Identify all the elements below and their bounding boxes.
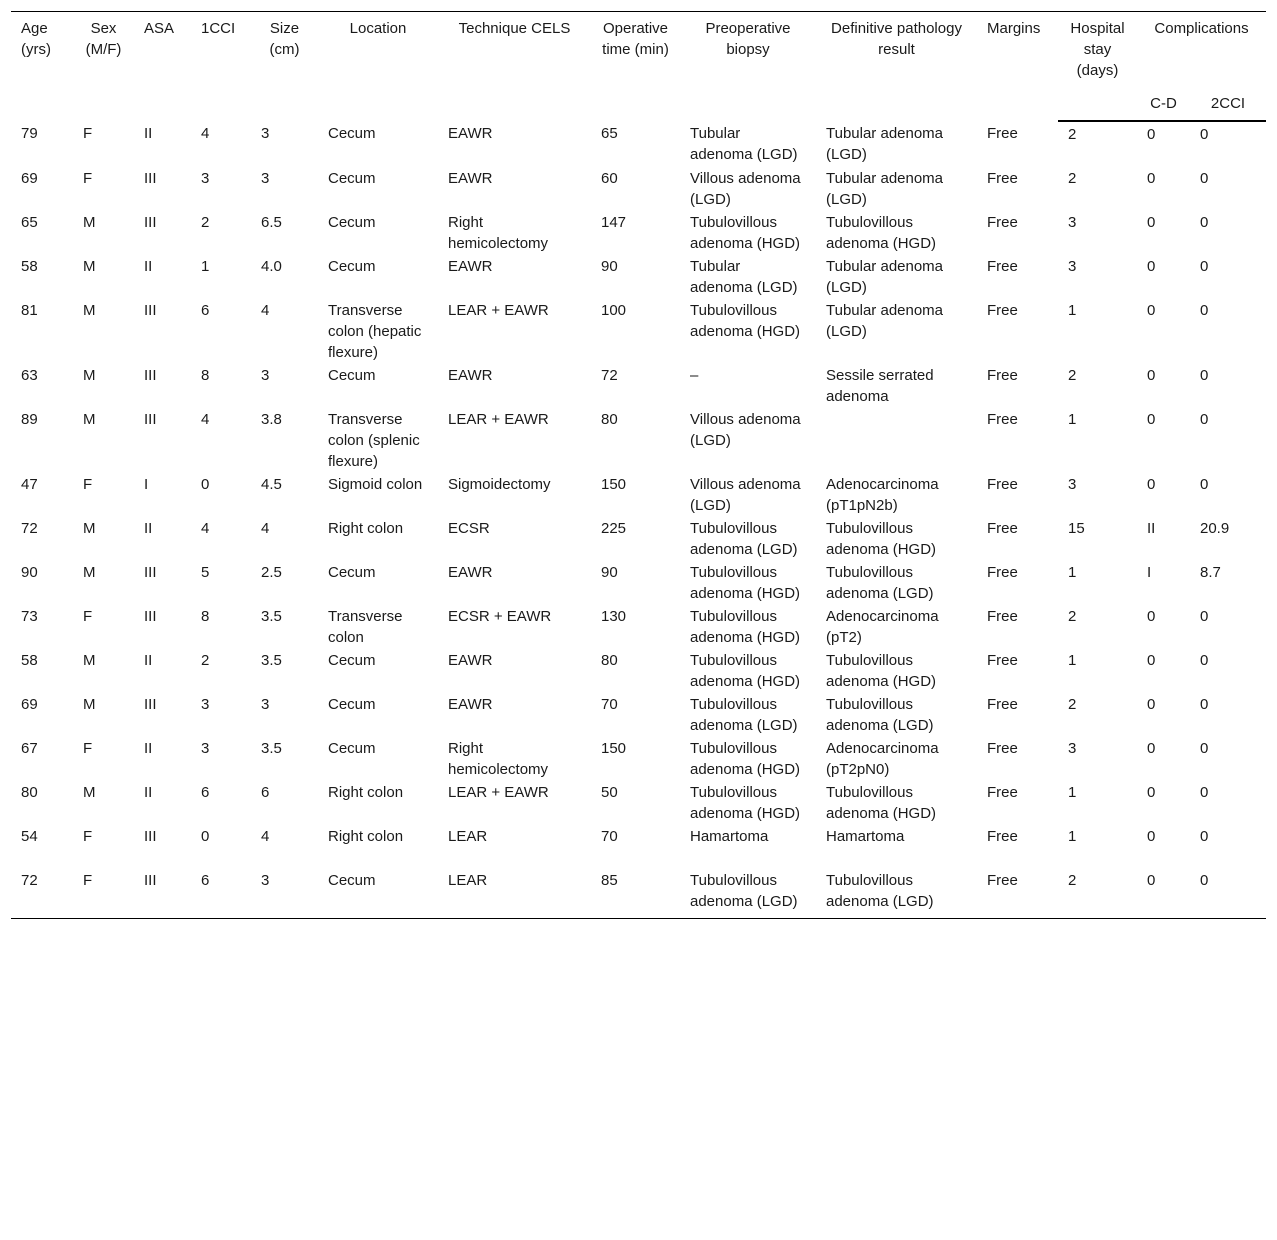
cci2-cell: 0 <box>1200 828 1209 845</box>
cci2-cell: 0 <box>1200 608 1209 625</box>
cd-cell: 0 <box>1147 214 1156 231</box>
sex-cell: M <box>83 784 96 801</box>
preop-biopsy-cell: Tubulovillous adenoma (HGD) <box>690 784 801 822</box>
sex-cell: F <box>83 170 93 187</box>
cci2-cell: 0 <box>1200 652 1209 669</box>
cci-cell: 6 <box>201 302 210 319</box>
size-cell: 3 <box>261 170 270 187</box>
location-cell: Cecum <box>328 170 376 187</box>
cci2-cell: 0 <box>1200 367 1209 384</box>
sex-cell: M <box>83 214 96 231</box>
age-cell: 72 <box>11 869 73 919</box>
cd-cell: 0 <box>1147 828 1156 845</box>
cci-cell: 8 <box>201 608 210 625</box>
cci2-cell: 0 <box>1200 411 1209 428</box>
age-cell: 69 <box>21 170 38 187</box>
header-hospital-stay-spacer <box>1058 89 1137 121</box>
operative-time-cell: 147 <box>601 214 627 231</box>
margins-cell: Free <box>987 214 1018 231</box>
cd-cell: 0 <box>1147 411 1156 428</box>
operative-time-cell: 65 <box>601 125 618 142</box>
asa-cell: III <box>144 214 157 231</box>
header-cci: 1CCI <box>191 12 251 122</box>
hospital-stay-cell: 3 <box>1068 214 1077 231</box>
header-hospital-stay: Hospital stay (days) <box>1058 12 1137 90</box>
sex-cell: M <box>83 652 96 669</box>
table-row <box>11 869 1266 919</box>
technique-cell: Right hemicolectomy <box>448 740 549 778</box>
operative-time-cell: 70 <box>601 828 618 845</box>
header-margins: Margins <box>977 12 1058 122</box>
technique-cell: EAWR <box>448 652 493 669</box>
operative-time-cell: 130 <box>601 608 627 625</box>
hospital-stay-cell: 1 <box>1068 828 1077 845</box>
table-row <box>11 781 1266 825</box>
cd-cell: I <box>1147 564 1152 581</box>
cci-cell: 2 <box>201 652 210 669</box>
cci-cell: 5 <box>201 564 210 581</box>
pathology-cell: Adenocarcinoma (pT1pN2b) <box>826 476 939 514</box>
preop-biopsy-cell: Villous adenoma (LGD) <box>690 170 801 208</box>
margins-cell: Free <box>977 869 1058 919</box>
technique-cell: ECSR + EAWR <box>448 608 552 625</box>
patient-table-container <box>11 11 1266 919</box>
size-cell: 4.5 <box>261 476 282 493</box>
asa-cell: III <box>144 302 157 319</box>
size-cell: 4.0 <box>261 258 282 275</box>
asa-cell: III <box>144 170 157 187</box>
size-cell: 4 <box>261 828 270 845</box>
cci2-cell: 0 <box>1200 696 1209 713</box>
sex-cell: F <box>83 740 93 757</box>
asa-cell: III <box>144 696 157 713</box>
margins-cell: Free <box>987 520 1018 537</box>
pathology-cell: Tubulovillous adenoma (HGD) <box>826 214 937 252</box>
pathology-cell: Adenocarcinoma (pT2pN0) <box>826 740 939 778</box>
asa-cell: II <box>144 520 153 537</box>
location-cell: Right colon <box>328 828 404 845</box>
cci-cell: 6 <box>201 784 210 801</box>
location-cell: Sigmoid colon <box>328 476 423 493</box>
margins-cell: Free <box>987 740 1018 757</box>
pathology-cell <box>816 408 977 473</box>
table-row <box>11 167 1266 211</box>
asa-cell: II <box>144 258 153 275</box>
preop-biopsy-cell: Tubulovillous adenoma (HGD) <box>690 740 801 778</box>
technique-cell: EAWR <box>448 564 493 581</box>
size-cell: 4 <box>261 520 270 537</box>
table-row <box>11 693 1266 737</box>
location-cell: Right colon <box>328 784 404 801</box>
age-cell: 73 <box>21 608 38 625</box>
age-cell: 58 <box>21 258 38 275</box>
pathology-cell: Tubular adenoma (LGD) <box>826 302 944 340</box>
hospital-stay-cell: 2 <box>1058 869 1137 919</box>
technique-cell: EAWR <box>448 367 493 384</box>
size-cell: 3.8 <box>261 411 282 428</box>
header-preop-biopsy: Preoperative biopsy <box>680 12 816 122</box>
header-operative-time: Operative time (min) <box>591 12 680 122</box>
pathology-cell: Tubulovillous adenoma (HGD) <box>826 784 937 822</box>
cci-cell: 0 <box>201 828 210 845</box>
operative-time-cell: 100 <box>601 302 627 319</box>
age-cell: 67 <box>21 740 38 757</box>
operative-time-cell: 90 <box>601 564 618 581</box>
cd-cell: 0 <box>1147 652 1156 669</box>
age-cell: 90 <box>21 564 38 581</box>
table-row <box>11 255 1266 299</box>
pathology-cell: Adenocarcinoma (pT2) <box>826 608 939 646</box>
pathology-cell: Tubulovillous adenoma (HGD) <box>826 520 937 558</box>
header-size: Size (cm) <box>251 12 318 122</box>
margins-cell: Free <box>987 411 1018 428</box>
table-header <box>11 12 1266 122</box>
header-location: Location <box>318 12 438 122</box>
cci2-cell: 0 <box>1200 784 1209 801</box>
technique-cell: LEAR + EAWR <box>448 411 549 428</box>
technique-cell: Sigmoidectomy <box>448 476 551 493</box>
age-cell: 69 <box>21 696 38 713</box>
hospital-stay-cell: 1 <box>1068 411 1077 428</box>
age-cell: 80 <box>21 784 38 801</box>
cci2-cell: 0 <box>1200 170 1209 187</box>
preop-biopsy-cell: Tubulovillous adenoma (HGD) <box>690 608 801 646</box>
location-cell: Cecum <box>328 214 376 231</box>
technique-cell: ECSR <box>448 520 490 537</box>
location-cell: Right colon <box>328 520 404 537</box>
cci-cell: 4 <box>201 520 210 537</box>
size-cell: 3.5 <box>261 652 282 669</box>
operative-time-cell: 150 <box>601 476 627 493</box>
pathology-cell: Tubulovillous adenoma (LGD) <box>826 564 934 602</box>
asa-cell: III <box>144 411 157 428</box>
hospital-stay-cell: 3 <box>1068 258 1077 275</box>
margins-cell: Free <box>987 608 1018 625</box>
pathology-cell: Tubulovillous adenoma (LGD) <box>826 696 934 734</box>
preop-biopsy-cell: Tubulovillous adenoma (LGD) <box>690 696 798 734</box>
patient-outcomes-table <box>11 11 1266 919</box>
table-row <box>11 299 1266 364</box>
header-technique: Technique CELS <box>438 12 591 122</box>
location-cell: Cecum <box>328 367 376 384</box>
cd-cell: 0 <box>1147 696 1156 713</box>
location-cell: Cecum <box>328 125 376 142</box>
operative-time-cell: 70 <box>601 696 618 713</box>
cci2-cell: 0 <box>1200 126 1209 143</box>
size-cell: 2.5 <box>261 564 282 581</box>
cci2-cell: 0 <box>1200 302 1209 319</box>
pathology-cell: Tubular adenoma (LGD) <box>826 170 944 208</box>
hospital-stay-cell: 1 <box>1068 302 1077 319</box>
location-cell: Cecum <box>318 869 438 919</box>
sex-cell: F <box>83 828 93 845</box>
location-cell: Transverse colon (hepatic flexure) <box>328 302 422 361</box>
cci-cell: 3 <box>201 740 210 757</box>
asa-cell: III <box>134 869 191 919</box>
size-cell: 3.5 <box>261 608 282 625</box>
size-cell: 6.5 <box>261 214 282 231</box>
margins-cell: Free <box>987 170 1018 187</box>
table-row <box>11 825 1266 869</box>
table-row <box>11 211 1266 255</box>
cci-cell: 4 <box>201 411 210 428</box>
preop-biopsy-cell: – <box>690 367 699 384</box>
header-pathology: Definitive pathology result <box>816 12 977 122</box>
header-asa: ASA <box>134 12 191 122</box>
age-cell: 89 <box>21 411 38 428</box>
technique-cell: LEAR + EAWR <box>448 784 549 801</box>
location-cell: Cecum <box>328 696 376 713</box>
hospital-stay-cell: 1 <box>1068 784 1077 801</box>
operative-time-cell: 85 <box>591 869 680 919</box>
margins-cell: Free <box>987 476 1018 493</box>
margins-cell: Free <box>987 125 1018 142</box>
cci-cell: 4 <box>201 125 210 142</box>
pathology-cell: Tubulovillous adenoma (LGD) <box>816 869 977 919</box>
cd-cell: 0 <box>1147 258 1156 275</box>
cci-cell: 3 <box>201 170 210 187</box>
asa-cell: II <box>144 740 153 757</box>
hospital-stay-cell: 2 <box>1068 696 1077 713</box>
table-row <box>11 364 1266 408</box>
preop-biopsy-cell: Hamartoma <box>690 828 769 845</box>
operative-time-cell: 225 <box>601 520 627 537</box>
cci-cell: 0 <box>201 476 210 493</box>
size-cell: 3 <box>261 125 270 142</box>
header-complications: Complications <box>1137 12 1266 90</box>
cci2-cell: 0 <box>1200 214 1209 231</box>
age-cell: 72 <box>21 520 38 537</box>
cd-cell: 0 <box>1147 302 1156 319</box>
table-row <box>11 473 1266 517</box>
cd-cell: 0 <box>1147 784 1156 801</box>
sex-cell: M <box>83 564 96 581</box>
operative-time-cell: 50 <box>601 784 618 801</box>
margins-cell: Free <box>987 696 1018 713</box>
margins-cell: Free <box>987 258 1018 275</box>
asa-cell: II <box>144 125 153 142</box>
age-cell: 54 <box>21 828 38 845</box>
age-cell: 81 <box>21 302 38 319</box>
age-cell: 47 <box>21 476 38 493</box>
size-cell: 6 <box>261 784 270 801</box>
hospital-stay-cell: 3 <box>1068 740 1077 757</box>
header-age: Age (yrs) <box>11 12 73 122</box>
header-sex: Sex (M/F) <box>73 12 134 122</box>
technique-cell: LEAR <box>438 869 591 919</box>
sex-cell: M <box>83 367 96 384</box>
age-cell: 58 <box>21 652 38 669</box>
asa-cell: III <box>144 828 157 845</box>
technique-cell: EAWR <box>448 258 493 275</box>
table-row <box>11 605 1266 649</box>
table-row <box>11 517 1266 561</box>
margins-cell: Free <box>987 828 1018 845</box>
cci2-cell: 0 <box>1200 258 1209 275</box>
sex-cell: M <box>83 696 96 713</box>
hospital-stay-cell: 2 <box>1068 367 1077 384</box>
table-row <box>11 121 1266 167</box>
header-cci2: 2CCI <box>1190 89 1266 121</box>
asa-cell: III <box>144 367 157 384</box>
cd-cell: 0 <box>1147 608 1156 625</box>
cd-cell: 0 <box>1147 170 1156 187</box>
preop-biopsy-cell: Tubular adenoma (LGD) <box>690 258 798 296</box>
technique-cell: EAWR <box>448 170 493 187</box>
cd-cell: 0 <box>1147 367 1156 384</box>
size-cell: 3.5 <box>261 740 282 757</box>
asa-cell: II <box>144 652 153 669</box>
preop-biopsy-cell: Tubular adenoma (LGD) <box>690 125 798 163</box>
cd-cell: 0 <box>1147 740 1156 757</box>
preop-biopsy-cell: Tubulovillous adenoma (HGD) <box>690 564 801 602</box>
technique-cell: LEAR + EAWR <box>448 302 549 319</box>
cci-cell: 1 <box>201 258 210 275</box>
cci2-cell: 0 <box>1200 740 1209 757</box>
sex-cell: F <box>83 125 93 142</box>
sex-cell: M <box>83 411 96 428</box>
margins-cell: Free <box>987 784 1018 801</box>
cd-cell: 0 <box>1147 476 1156 493</box>
hospital-stay-cell: 1 <box>1068 564 1077 581</box>
technique-cell: LEAR <box>448 828 488 845</box>
location-cell: Transverse colon (splenic flexure) <box>328 411 420 470</box>
table-body <box>11 121 1266 919</box>
location-cell: Cecum <box>328 652 376 669</box>
cci-cell: 3 <box>201 696 210 713</box>
margins-cell: Free <box>987 367 1018 384</box>
sex-cell: M <box>83 258 96 275</box>
size-cell: 3 <box>261 696 270 713</box>
sex-cell: F <box>83 608 93 625</box>
operative-time-cell: 80 <box>601 652 618 669</box>
size-cell: 3 <box>251 869 318 919</box>
cci2-cell: 0 <box>1190 869 1266 919</box>
technique-cell: EAWR <box>448 696 493 713</box>
hospital-stay-cell: 15 <box>1068 520 1085 537</box>
operative-time-cell: 72 <box>601 367 618 384</box>
size-cell: 3 <box>261 367 270 384</box>
margins-cell: Free <box>987 564 1018 581</box>
pathology-cell: Hamartoma <box>826 828 905 845</box>
pathology-cell: Sessile serrated adenoma <box>826 367 934 405</box>
sex-cell: M <box>83 520 96 537</box>
header-cd: C-D <box>1137 89 1190 121</box>
preop-biopsy-cell: Tubulovillous adenoma (HGD) <box>690 652 801 690</box>
preop-biopsy-cell: Tubulovillous adenoma (LGD) <box>690 520 798 558</box>
cci2-cell: 0 <box>1200 476 1209 493</box>
location-cell: Cecum <box>328 740 376 757</box>
pathology-cell: Tubulovillous adenoma (HGD) <box>826 652 937 690</box>
cd-cell: 0 <box>1147 126 1156 143</box>
pathology-cell: Tubular adenoma (LGD) <box>826 258 944 296</box>
cci2-cell: 20.9 <box>1200 520 1230 537</box>
location-cell: Cecum <box>328 564 376 581</box>
sex-cell: F <box>73 869 134 919</box>
cd-cell: 0 <box>1137 869 1190 919</box>
sex-cell: F <box>83 476 93 493</box>
operative-time-cell: 150 <box>601 740 627 757</box>
technique-cell: Right hemicolectomy <box>448 214 549 252</box>
asa-cell: III <box>144 564 157 581</box>
cci-cell: 2 <box>201 214 210 231</box>
hospital-stay-cell: 2 <box>1068 126 1077 143</box>
table-row <box>11 649 1266 693</box>
operative-time-cell: 60 <box>601 170 618 187</box>
technique-cell: EAWR <box>448 125 493 142</box>
location-cell: Transverse colon <box>328 608 403 646</box>
pathology-cell: Tubular adenoma (LGD) <box>826 125 944 163</box>
sex-cell: M <box>83 302 96 319</box>
operative-time-cell: 90 <box>601 258 618 275</box>
preop-biopsy-cell: Tubulovillous adenoma (HGD) <box>690 302 801 340</box>
preop-biopsy-cell: Villous adenoma (LGD) <box>690 411 801 449</box>
location-cell: Cecum <box>328 258 376 275</box>
cci2-cell: 8.7 <box>1200 564 1221 581</box>
margins-cell: Free <box>987 652 1018 669</box>
preop-biopsy-cell: Tubulovillous adenoma (HGD) <box>690 214 801 252</box>
size-cell: 4 <box>261 302 270 319</box>
operative-time-cell: 80 <box>601 411 618 428</box>
hospital-stay-cell: 1 <box>1068 652 1077 669</box>
age-cell: 63 <box>21 367 38 384</box>
cci-cell: 6 <box>191 869 251 919</box>
hospital-stay-cell: 2 <box>1068 170 1077 187</box>
margins-cell: Free <box>987 302 1018 319</box>
table-row <box>11 737 1266 781</box>
preop-biopsy-cell: Tubulovillous adenoma (LGD) <box>680 869 816 919</box>
table-row <box>11 561 1266 605</box>
cci-cell: 8 <box>201 367 210 384</box>
age-cell: 65 <box>21 214 38 231</box>
hospital-stay-cell: 2 <box>1068 608 1077 625</box>
preop-biopsy-cell: Villous adenoma (LGD) <box>690 476 801 514</box>
hospital-stay-cell: 3 <box>1068 476 1077 493</box>
cd-cell: II <box>1147 520 1156 537</box>
asa-cell: II <box>144 784 153 801</box>
table-row <box>11 408 1266 473</box>
asa-cell: III <box>144 608 157 625</box>
asa-cell: I <box>144 476 149 493</box>
age-cell: 79 <box>21 125 38 142</box>
